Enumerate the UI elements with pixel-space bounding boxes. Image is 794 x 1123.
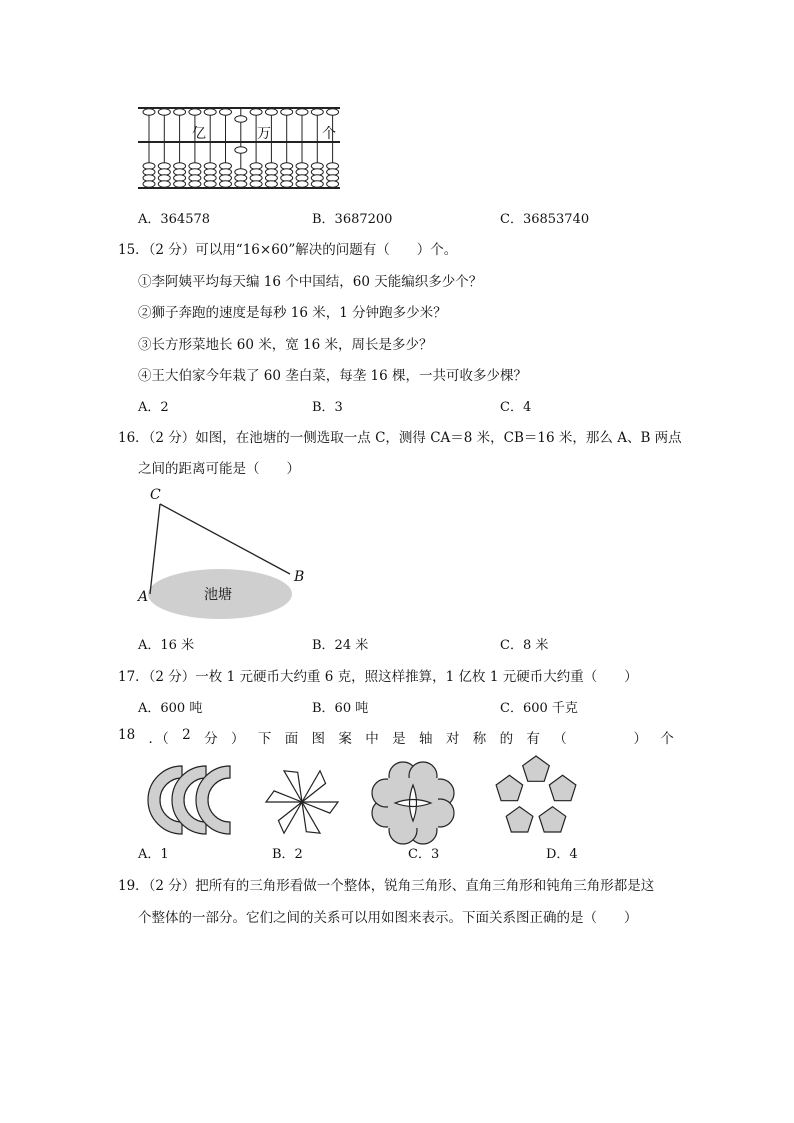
pinwheel-blade	[302, 771, 326, 802]
abacus-bead	[296, 109, 308, 115]
q18-token: 轴	[418, 731, 433, 747]
abacus-label-ge: 个	[322, 126, 336, 142]
pentagon-shape	[539, 807, 566, 832]
q18-token: 个	[660, 731, 674, 747]
abacus-bead	[158, 163, 170, 169]
pinwheel-figure	[262, 762, 342, 842]
pond-figure	[136, 486, 316, 616]
abacus-bead	[296, 175, 308, 181]
point-b-label: B	[294, 569, 305, 585]
q18-token: 下	[257, 731, 272, 747]
q18-token: 分	[204, 731, 218, 747]
point-c-label: C	[150, 487, 161, 503]
abacus-bead	[296, 181, 308, 187]
abacus-bead	[296, 169, 308, 175]
abacus-bead	[158, 175, 170, 181]
abacus-bead	[204, 109, 216, 115]
abacus-bead	[235, 116, 247, 122]
abacus-bead	[204, 169, 216, 175]
q18-token: 是	[392, 731, 406, 747]
q14-option-a: A．364578	[138, 212, 211, 227]
q15-stem: 15．（2 分）可以用“16×60”解决的问题有（ ）个。	[118, 242, 458, 258]
abacus-bead	[220, 109, 232, 115]
q18-option-b: B．2	[272, 847, 303, 862]
q18-token: 2	[182, 727, 191, 743]
q18-token: ）	[230, 731, 245, 747]
q18-token: 的	[499, 731, 514, 747]
q18-option-d: D．4	[546, 847, 578, 862]
q15-item-3: ③长方形菜地长 60 米，宽 16 米，周长是多少？	[138, 337, 433, 353]
abacus-label-wan: 万	[257, 126, 271, 142]
q18-stem	[118, 727, 674, 747]
abacus-bead	[311, 175, 323, 181]
q17-stem: 17．（2 分）一枚 1 元硬币大约重 6 克，照这样推算，1 亿枚 1 元硬币大约重（ ）	[118, 669, 638, 685]
abacus-bead	[143, 169, 155, 175]
abacus-bead	[265, 181, 277, 187]
q15-item-1: ①李阿姨平均每天编 16 个中国结，60 天能编织多少个？	[138, 274, 483, 290]
abacus-bead	[235, 147, 247, 153]
abacus-bead	[281, 169, 293, 175]
q14-option-b: B．3687200	[312, 212, 393, 227]
abacus-bead	[143, 163, 155, 169]
abacus-bead	[174, 109, 186, 115]
abacus-bead	[311, 181, 323, 187]
abacus-drawing	[136, 102, 342, 192]
segment-ca	[150, 504, 160, 594]
abacus-bead	[250, 163, 262, 169]
abacus-bead	[220, 181, 232, 187]
q18-token: 案	[338, 731, 352, 747]
heart-flower-figure	[368, 758, 458, 848]
abacus-bead	[327, 109, 339, 115]
pinwheel-blade	[278, 802, 302, 833]
q16-option-c: C．8 米	[500, 638, 549, 653]
q19-stem-line-1: 19．（2 分）把所有的三角形看做一个整体，锐角三角形、直角三角形和钝角三角形都是这	[118, 878, 655, 894]
q16-option-a: A．16 米	[138, 638, 195, 653]
abacus-bead	[204, 181, 216, 187]
q15-option-a: A．2	[138, 400, 169, 415]
q16-option-b: B．24 米	[312, 638, 369, 653]
abacus-bead	[189, 181, 201, 187]
q17-option-a: A．600 吨	[138, 701, 203, 716]
segment-cb	[160, 504, 290, 574]
q18-token	[580, 727, 620, 747]
abacus-bead	[189, 169, 201, 175]
q18-token: 对	[445, 731, 460, 747]
abacus-bead	[204, 175, 216, 181]
abacus-figure	[136, 102, 342, 192]
abacus-bead	[311, 163, 323, 169]
abacus-bead	[265, 163, 277, 169]
q18-token: 面	[284, 731, 299, 747]
q14-option-c: C．36853740	[500, 212, 590, 227]
q15-item-4: ④王大伯家今年栽了 60 垄白菜，每垄 16 棵，一共可收多少棵？	[138, 368, 528, 384]
q19-stem-line-2: 个整体的一部分。它们之间的关系可以用如图来表示。下面关系图正确的是（ ）	[138, 910, 638, 926]
abacus-bead	[296, 163, 308, 169]
pond-label: 池塘	[204, 587, 232, 603]
abacus-bead	[281, 181, 293, 187]
abacus-bead	[174, 175, 186, 181]
q18-token: （	[553, 731, 567, 747]
q18-token: ．（	[148, 731, 169, 747]
abacus-bead	[174, 163, 186, 169]
abacus-bead	[265, 169, 277, 175]
q18-token: ）	[633, 731, 647, 747]
q15-item-2: ②狮子奔跑的速度是每秒 16 米，1 分钟跑多少米？	[138, 305, 447, 321]
abacus-bead	[235, 175, 247, 181]
pentagon-ring-figure	[488, 752, 584, 838]
abacus-bead	[158, 181, 170, 187]
crescents-figure	[136, 762, 256, 842]
abacus-bead	[250, 109, 262, 115]
abacus-bead	[250, 175, 262, 181]
abacus-bead	[143, 175, 155, 181]
q17-option-b: B．60 吨	[312, 701, 369, 716]
abacus-bead	[327, 181, 339, 187]
abacus-bead	[158, 169, 170, 175]
abacus-bead	[174, 169, 186, 175]
abacus-bead	[204, 163, 216, 169]
abacus-bead	[220, 163, 232, 169]
q15-option-b: B．3	[312, 400, 343, 415]
abacus-bead	[250, 181, 262, 187]
abacus-bead	[265, 175, 277, 181]
abacus-bead	[189, 109, 201, 115]
pentagon-shape	[506, 807, 533, 832]
q17-option-c: C．600 千克	[500, 701, 578, 716]
abacus-bead	[281, 109, 293, 115]
q18-token: 中	[365, 731, 379, 747]
abacus-bead	[281, 175, 293, 181]
abacus-bead	[220, 169, 232, 175]
point-a-label: A	[138, 589, 149, 605]
abacus-bead	[143, 181, 155, 187]
q15-option-c: C．4	[500, 400, 532, 415]
abacus-bead	[281, 163, 293, 169]
q18-token: 18	[118, 727, 136, 743]
abacus-bead	[158, 109, 170, 115]
q18-token: 图	[311, 731, 326, 747]
pentagon-shape	[523, 756, 550, 781]
q16-stem-line-1: 16．（2 分）如图，在池塘的一侧选取一点 C，测得 CA＝8 米，CB＝16 米，那么 A、B 两点	[118, 430, 682, 446]
abacus-bead	[143, 109, 155, 115]
abacus-bead	[189, 163, 201, 169]
abacus-bead	[235, 169, 247, 175]
abacus-bead	[327, 175, 339, 181]
abacus-bead	[189, 175, 201, 181]
abacus-bead	[311, 169, 323, 175]
pentagon-shape	[496, 775, 523, 800]
q18-option-a: A．1	[138, 847, 169, 862]
abacus-bead	[250, 169, 262, 175]
abacus-bead	[327, 169, 339, 175]
abacus-bead	[235, 181, 247, 187]
q16-stem-line-2: 之间的距离可能是（ ）	[138, 461, 300, 477]
pentagon-shape	[549, 775, 576, 800]
abacus-bead	[220, 175, 232, 181]
q18-token: 有	[526, 731, 540, 747]
abacus-bead	[174, 181, 186, 187]
abacus-bead	[311, 109, 323, 115]
abacus-label-yi: 亿	[192, 126, 206, 142]
q18-option-c: C．3	[408, 847, 440, 862]
q18-token: 称	[472, 731, 487, 747]
abacus-bead	[265, 109, 277, 115]
abacus-bead	[327, 163, 339, 169]
